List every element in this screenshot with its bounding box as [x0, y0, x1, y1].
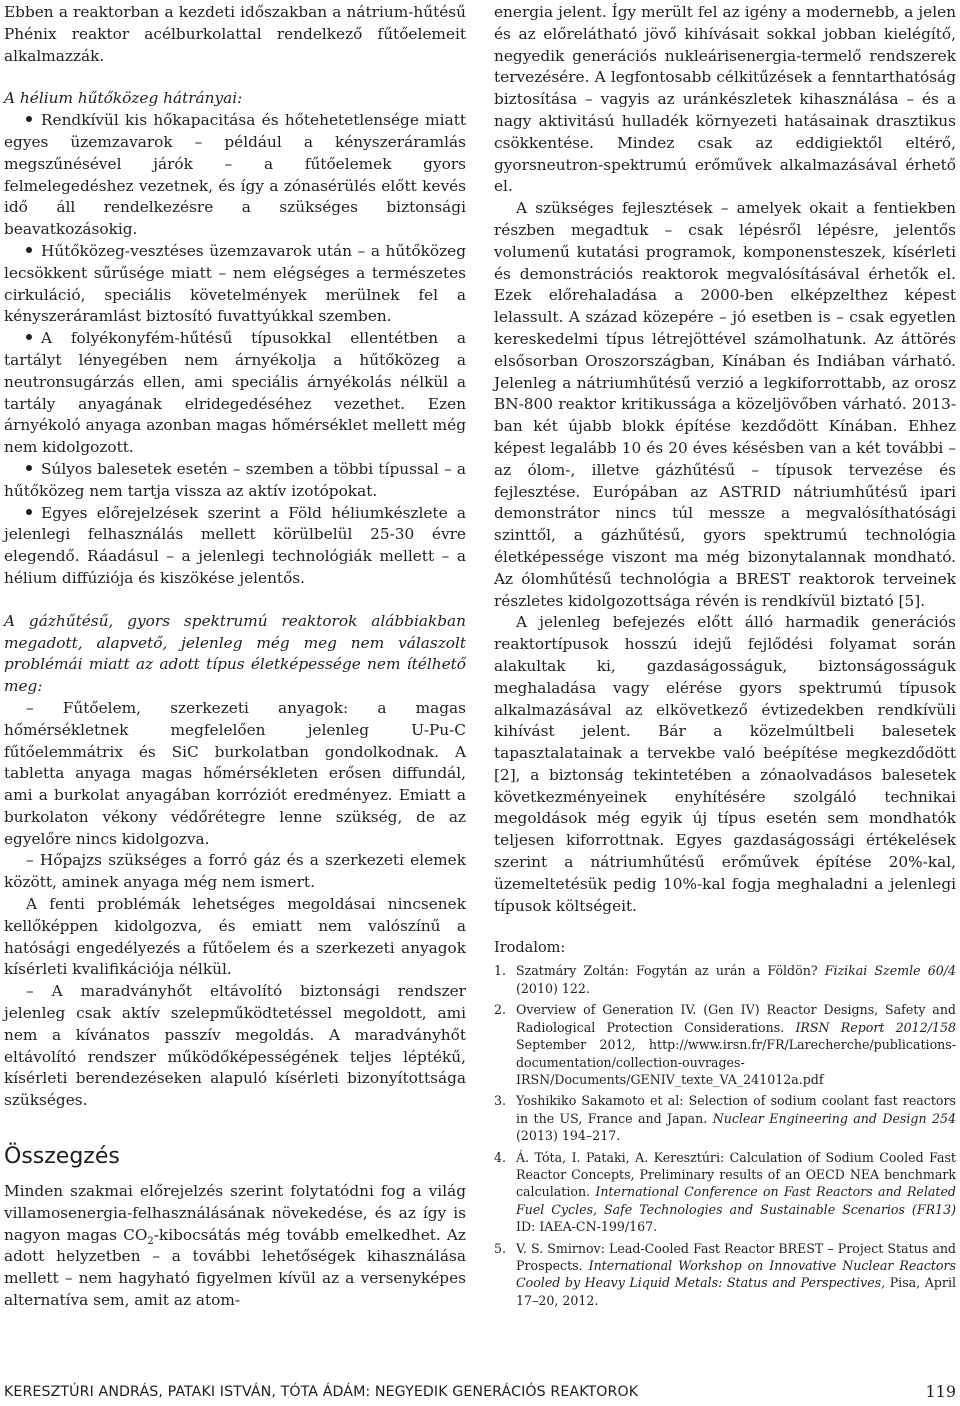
helium-heading: A hélium hűtőközeg hátrányai:	[4, 89, 243, 108]
problem-paragraph: – Hőpajzs szükséges a forró gáz és a szerkezeti elemek között, aminek anyaga még nem ismert.	[4, 851, 466, 892]
body-paragraph: A jelenleg befejezés előtt álló harmadik generációs reaktortípusok hosszú idejű fejlődési folyamat során alakultak ki, gazdaságosságuk, biztonságosságuk meghaladása vagy elérése gyors spektrumú típusok alkalmazásával az elkövetkező évtizedekben rendkívüli kihívást jelent. Bár a közelmúltbeli balesetek tapasztalatainak a tervekbe való beépítése megkezdődött [2], a biztonság tekintetében a zónaolvadásos balesetek következményeinek enyhítésére szolgáló technikai megoldások még egyik új típus esetén sem mondhatók teljesen kiforrottnak. Egyes gazdaságossági értékelések szerint a nátriumhűtésű erőművek építése 20%-kal, üzemeltetésük pedig 10%-kal fogja meghaladni a jelenlegi típusok költségeit.	[494, 613, 956, 915]
problem-paragraph: – A maradványhőt eltávolító biztonsági rendszer jelenleg csak aktív szelepműködtetéssel megoldott, ami nem a kívánatos passzív megoldás. A maradványhőt eltávolító rendszer működőképességének teljes léptékű, kísérleti berendezéseken alapuló kísérleti bizonyítottsága szükséges.	[4, 982, 466, 1110]
right-column	[494, 2, 956, 1313]
bullet-item: Rendkívül kis hőkapacitása és hőtehetetlensége miatt egyes üzemzavarok – például a kényszeráramlás megszűnésével járók – a fűtőelemek gyors felmelegedéshez vezetnek, és így a zónasérülés előtt kevés idő áll rendelkezésre a szükséges biztonsági beavatkozásokig.	[4, 111, 466, 239]
reference-item: 2. Overview of Generation IV. (Gen IV) Reactor Designs, Safety and Radiological Protection Considerations. IRSN Report 2012/158 September 2012, http://www.irsn.fr/FR/Larecherche/publications-documentation/collection-ouvrages-IRSN/Documents/GENIV_texte_VA_241012a.pdf	[494, 1002, 956, 1087]
summary-paragraph: Minden szakmai előrejelzés szerint folytatódni fog a világ villamosenergia-felhasználásának növekedése, és az így is nagyon magas $CO_2$-kibocsátás még tovább emelkedhet. Az adott helyzetben – a további lehetőségek kihasználása mellett – nem hagyható figyelmen kívül az a versenyképes alternatíva sem, amit az atom-	[4, 1182, 466, 1310]
bullet-icon	[26, 509, 32, 515]
gas-reactor-heading: A gázhűtésű, gyors spektrumú reaktorok alábbiakban megadott, alapvető, jelenleg még meg nem válaszolt problémái miatt az adott típus életképessége nem ítélhető meg:	[4, 611, 466, 696]
references-heading: Irodalom:	[494, 940, 566, 957]
problem-paragraph: – Fűtőelem, szerkezeti anyagok: a magas hőmérsékletnek megfelelően jelenleg U-Pu-C fűtőelemmátrix és SiC burkolatban gondolkodnak. A tabletta anyaga magas hőmérsékleten erősen diffundál, ami a burkolat anyagában korróziót eredményez. Emiatt a burkolaton vékony védőrétegre lenne szükség, de az egyelőre nincs kidolgozva.	[4, 698, 466, 848]
reference-item: 4. Á. Tóta, I. Pataki, A. Keresztúri: Calculation of Sodium Cooled Fast Reactor Concepts, Preliminary results of an OECD NEA benchmark calculation. International Conference on Fast Reactors and Related Fuel Cycles, Safe Technologies and Sustainable Scenarios (FR13) ID: IAEA-CN-199/167.	[494, 1149, 956, 1235]
bullet-item: A folyékonyfém-hűtésű típusokkal ellentétben a tartályt lényegében nem árnyékolja a hűtőközeg a neutronsugárzás ellen, ami speciális árnyékolás nélkül a tartály anyagának elridegedéséhez vezethet. Ezen árnyékoló anyaga azonban magas hőmérséklet mellett még nem kidolgozott.	[4, 329, 466, 457]
reference-item: 1. Szatmáry Zoltán: Fogytán az urán a Földön? Fizikai Szemle 60/4 (2010) 122.	[494, 963, 956, 996]
bullet-icon	[26, 465, 32, 471]
intro-paragraph: Ebben a reaktorban a kezdeti időszakban a nátrium-hűtésű Phénix reaktor acélburkolattal rendelkező fűtőelemeit alkalmazzák.	[4, 3, 466, 65]
body-paragraph: A szükséges fejlesztések – amelyek okait a fentiekben részben megadtuk – csak lépésről lépésre, jelentős volumenű kutatási programok, komponensteszek, kísérleti és demonstrációs reaktorok megvalósításával érhetők el. Ezek előrehaladása a 2000-ben elképzelthez képest lelassult. A század közepére – jó esetben is – csak egyetlen kereskedelmi típus létrejöttével számolhatunk. Az áttörés elsősorban Oroszországban, Kínában és Indiában várható. Jelenleg a nátriumhűtésű verzió a legkiforrottabb, az orosz BN-800 reaktor kritikussága a közeljövőben várható. 2013-ban két újabb blokk építése kezdődött Kínában. Ehhez képest legalább 10 és 20 éves késésben van a két további – az ólom-, illetve gázhűtésű – típusok tervezése és fejlesztése. Európában az ASTRID nátriumhűtésű ipari demonstrátor nincs túl messze a megvalósíthatósági szinttől, a gázhűtésű, gyors spektrumú technológia életképessége viszont ma még bizonytalannak mondható. Az ólomhűtésű technológia a BREST reaktorok terveinek részletes kidolgozottsága révén is rendkívül biztató [5].	[494, 199, 956, 610]
bullet-icon	[26, 334, 32, 340]
bullet-item: Hűtőközeg-vesztéses üzemzavarok után – a hűtőközeg lecsökkent sűrűsége miatt – nem elégséges a természetes cirkuláció, speciális követelmények merülnek fel a kényszeráramlást biztosító fuvattyúkkal szemben.	[4, 241, 466, 326]
page-footer	[4, 1382, 956, 1402]
running-head: KERESZTÚRI ANDRÁS, PATAKI ISTVÁN, TÓTA ÁDÁM: NEGYEDIK GENERÁCIÓS REAKTOROK	[4, 1384, 639, 1400]
left-column	[4, 2, 466, 1312]
page-number: 119	[925, 1382, 956, 1401]
reference-item: 3. Yoshikiko Sakamoto et al: Selection of sodium coolant fast reactors in the US, France and Japan. Nuclear Engineering and Design 254 (2013) 194–217.	[494, 1093, 956, 1144]
problem-paragraph: A fenti problémák lehetséges megoldásai nincsenek kellőképpen kidolgozva, és emiatt nem valószínű a hatósági engedélyezés a fűtőelem és a szerkezeti anyagok kísérleti kvalifikációja nélkül.	[4, 895, 466, 979]
bullet-item: Súlyos balesetek esetén – szemben a többi típussal – a hűtőközeg nem tartja vissza az aktív izotópokat.	[4, 459, 466, 500]
reference-list	[494, 962, 956, 1309]
section-title-summary: Összegzés	[4, 1144, 120, 1170]
reference-item: 5. V. S. Smirnov: Lead-Cooled Fast Reactor BREST – Project Status and Prospects. International Workshop on Innovative Nuclear Reactors Cooled by Heavy Liquid Metals: Status and Perspectives, Pisa, April 17–20, 2012.	[494, 1240, 956, 1308]
bullet-item: Egyes előrejelzések szerint a Föld héliumkészlete a jelenlegi felhasználás mellett körülbelül 25-30 évre elegendő. Ráadásul – a jelenlegi technológiák mellett – a hélium diffúziója és kiszökése jelentős.	[4, 503, 466, 587]
body-paragraph: energia jelent. Így merült fel az igény a modernebb, a jelen és az előrelátható jövő kihívásait sokkal jobban kielégítő, negyedik generációs nukleárisenergia-termelő rendszerek tervezésére. A legfontosabb célkitűzések a fenntarthatóság biztosítása – vagyis az uránkészletek kihasználása – és a nagy aktivitású hulladék környezeti hatásainak drasztikus csökkentése. Mindez csak az eddigiektől eltérő, gyorsneutron-spektrumú erőművek alkalmazásával érhető el.	[494, 3, 956, 196]
bullet-icon	[26, 116, 32, 122]
bullet-icon	[26, 247, 32, 253]
